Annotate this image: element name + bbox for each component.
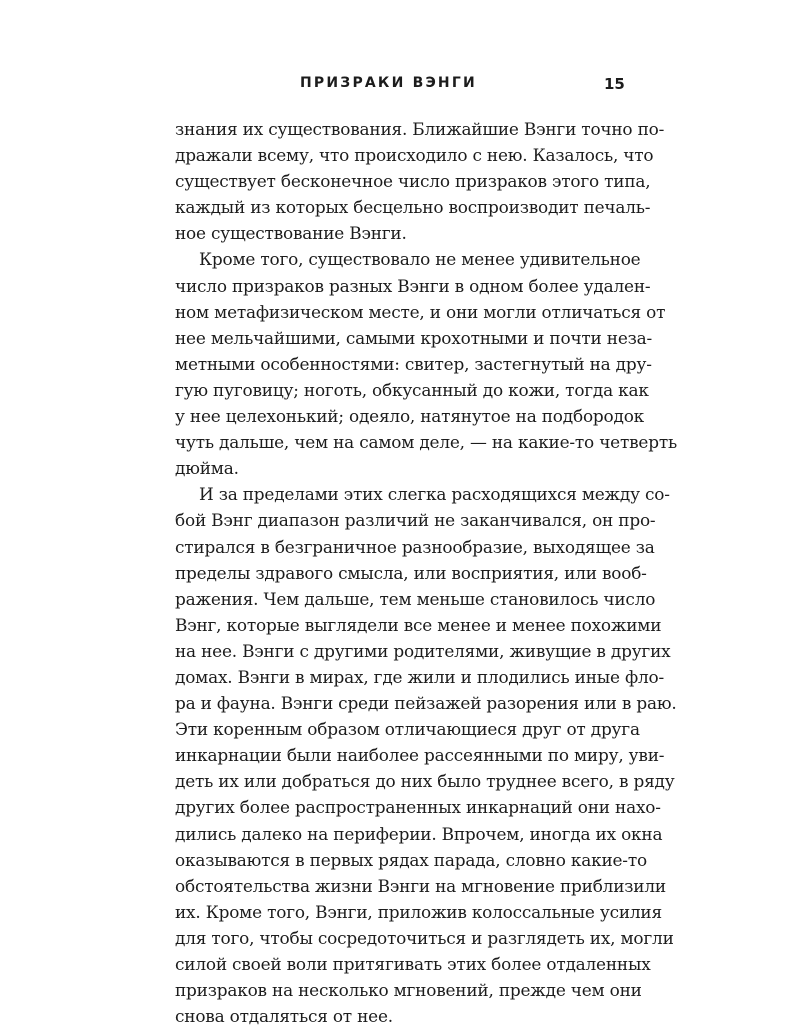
paragraph xyxy=(175,246,677,481)
text-line: их. Кроме того, Вэнги, приложив колоссальные усилия xyxy=(175,901,662,922)
text-line: ра и фауна. Вэнги среди пейзажей разорения или в раю. xyxy=(175,693,677,714)
text-line: силой своей воли притягивать этих более отдаленных xyxy=(175,954,651,974)
text-line: Эти коренным образом отличающиеся друг от друга xyxy=(175,719,640,740)
running-title: ПРИЗРАКИ ВЭНГИ xyxy=(300,75,477,91)
text-line: каждый из которых бесцельно воспроизводит печаль- xyxy=(175,197,651,218)
text-line: Кроме того, существовало не менее удивительное xyxy=(199,249,641,270)
text-line: на нее. Вэнги с другими родителями, живущие в других xyxy=(175,640,671,661)
text-line: И за пределами этих слегка расходящихся между со- xyxy=(199,484,670,505)
text-line: у нее целехонький; одеяло, натянутое на подбородок xyxy=(175,406,645,427)
text-line: существует бесконечное число призраков этого типа, xyxy=(175,171,651,192)
text-line: оказываются в первых рядах парада, словно какие-то xyxy=(175,849,647,870)
text-line: других более распространенных инкарнаций они нахо- xyxy=(175,797,661,818)
text-line: бой Вэнг диапазон различий не заканчивался, он про- xyxy=(175,510,656,531)
text-line: снова отдаляться от нее. xyxy=(175,1006,393,1027)
text-line: для того, чтобы сосредоточиться и разглядеть их, могли xyxy=(175,927,674,948)
text-line: обстоятельства жизни Вэнги на мгновение приблизили xyxy=(175,875,666,896)
text-line: ном метафизическом месте, и они могли отличаться от xyxy=(175,301,666,322)
text-line: ное существование Вэнги. xyxy=(175,223,407,244)
text-line: нее мельчайшими, самыми крохотными и почти неза- xyxy=(175,327,653,348)
text-line: стирался в безграничное разнообразие, выходящее за xyxy=(175,536,655,557)
text-line: домах. Вэнги в мирах, где жили и плодились иные фло- xyxy=(175,666,665,687)
text-line: дюйма. xyxy=(175,458,239,479)
text-line: призраков на несколько мгновений, прежде чем они xyxy=(175,980,642,1001)
text-line: ражения. Чем дальше, тем меньше становилось число xyxy=(175,588,656,609)
page-number: 15 xyxy=(604,75,625,93)
paragraph xyxy=(175,116,665,246)
text-line: чуть дальше, чем на самом деле, — на какие-то четверть xyxy=(175,432,677,453)
text-line: пределы здравого смысла, или восприятия, или вооб- xyxy=(175,562,647,583)
text-line: Вэнг, которые выглядели все менее и менее похожими xyxy=(175,614,662,635)
body-text xyxy=(175,116,677,1029)
paragraph xyxy=(175,481,677,1029)
text-line: гую пуговицу; ноготь, обкусанный до кожи, тогда как xyxy=(175,379,649,400)
text-line: метными особенностями: свитер, застегнутый на дру- xyxy=(175,353,652,374)
text-line: число призраков разных Вэнги в одном более удален- xyxy=(175,275,651,296)
text-line: инкарнации были наиболее рассеянными по миру, уви- xyxy=(175,745,665,766)
text-line: деть их или добраться до них было труднее всего, в ряду xyxy=(175,771,675,792)
text-line: дились далеко на периферии. Впрочем, иногда их окна xyxy=(175,823,663,844)
text-line: знания их существования. Ближайшие Вэнги точно по- xyxy=(175,119,665,139)
text-line: дражали всему, что происходило с нею. Казалось, что xyxy=(175,145,654,166)
